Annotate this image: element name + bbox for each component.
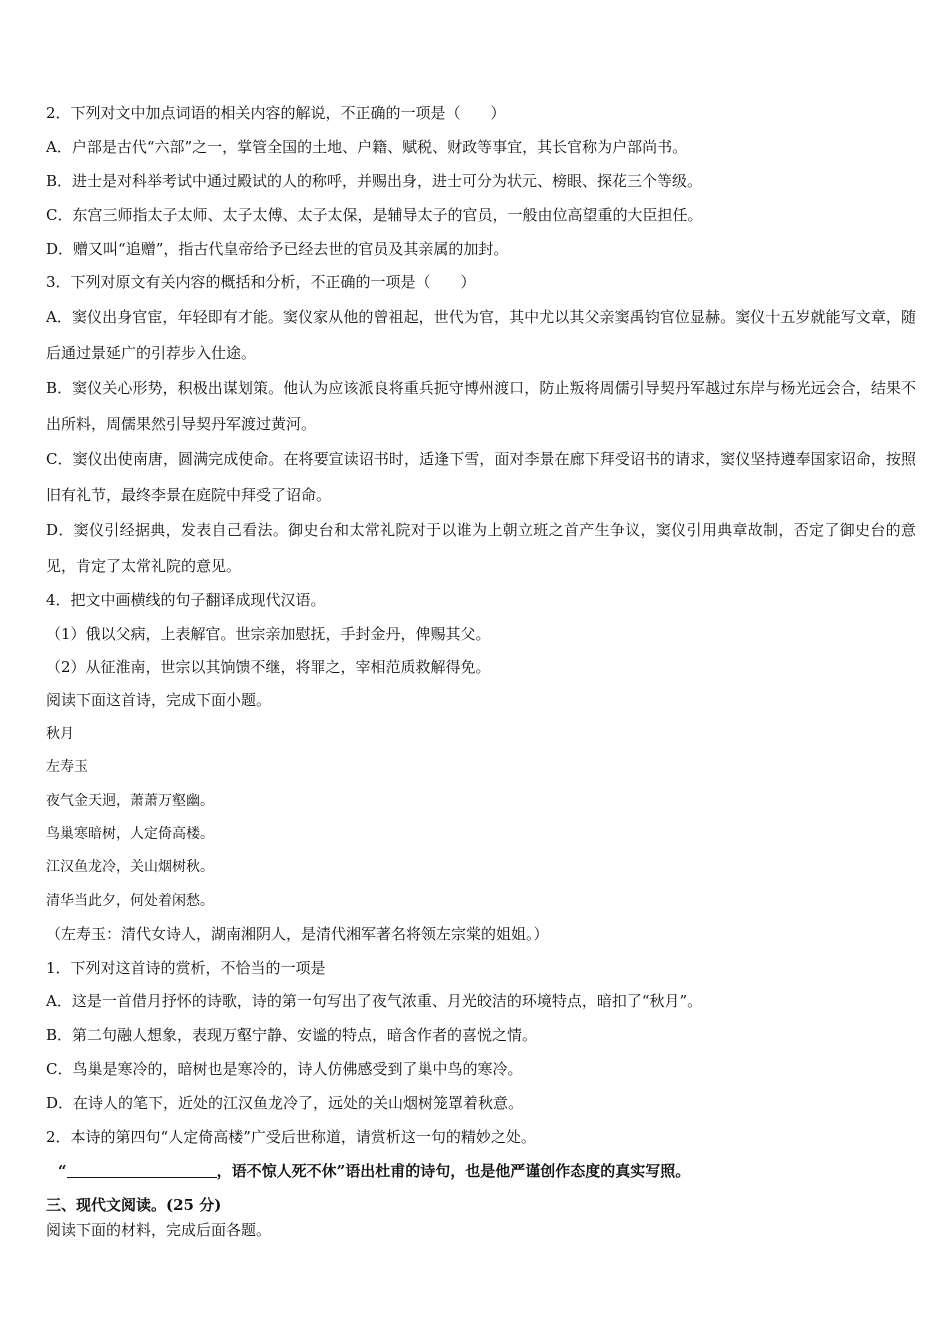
- q3-stem: 3．下列对原文有关内容的概括和分析，不正确的一项是（ ）: [46, 273, 476, 291]
- pq1-option-b: B．第二句融人想象，表现万壑宁静、安谧的特点，暗含作者的喜悦之情。: [46, 1026, 538, 1044]
- q2-stem: 2．下列对文中加点词语的相关内容的解说，不正确的一项是（ ）: [46, 104, 506, 122]
- q3-option-c: C．窦仪出使南唐，圆满完成使命。在将要宣读诏书时，适逢下雪，面对李景在廊下拜受诏书的请求，窦仪坚持遵奉国家诏命，按照旧有礼节，最终李景在庭院中拜受了诏命。: [46, 450, 916, 504]
- poem-intro: 阅读下面这首诗，完成下面小题。: [46, 691, 272, 709]
- fill-rest-text: ，语不惊人死不休”语出杜甫的诗句，也是他严谨创作态度的真实写照。: [216, 1162, 691, 1180]
- q4-sentence-2: （2）从征淮南，世宗以其饷馈不继，将罪之，宰相范质救解得免。: [46, 658, 491, 676]
- q2-option-c: C．东宫三师指太子太师、太子太傅、太子太保，是辅导太子的官员，一般由位高望重的大臣担任。: [46, 206, 703, 224]
- q4-stem: 4．把文中画横线的句子翻译成现代汉语。: [46, 591, 326, 609]
- q3-option-a: A．窦仪出身官宦，年轻即有才能。窦仪家从他的曾祖起，世代为官，其中尤以其父亲窦禹钧官位显赫。窦仪十五岁就能写文章，随后通过景延广的引荐步入仕途。: [46, 308, 916, 362]
- q4-sentence-1: （1）俄以父病，上表解官。世宗亲加慰抚，手封金丹，俾赐其父。: [46, 625, 491, 643]
- poem-line: 鸟巢寒暗树，人定倚高楼。: [46, 826, 214, 842]
- pq1-option-a: A．这是一首借月抒怀的诗歌，诗的第一句写出了夜气浓重、月光皎洁的环境特点，暗扣了“秋月”。: [46, 992, 703, 1010]
- section-3-intro: 阅读下面的材料，完成后面各题。: [46, 1221, 272, 1239]
- q2-option-d: D．赠又叫“追赠”，指古代皇帝给予已经去世的官员及其亲属的加封。: [46, 240, 509, 258]
- pq1-option-d: D．在诗人的笔下，近处的江汉鱼龙冷了，远处的关山烟树笼罩着秋意。: [46, 1094, 524, 1112]
- section-3-title: 三、现代文阅读。(25 分): [46, 1196, 222, 1214]
- q3-option-d: D．窦仪引经据典，发表自己看法。御史台和太常礼院对于以谁为上朝立班之首产生争议，窦仪引用典章故制，否定了御史台的意见，肯定了太常礼院的意见。: [46, 521, 916, 575]
- poem-line: 夜气金天迥，萧萧万壑幽。: [46, 793, 214, 809]
- poem-author: 左寿玉: [46, 759, 88, 775]
- pq1-stem: 1．下列对这首诗的赏析，不恰当的一项是: [46, 959, 326, 977]
- poet-note: （左寿玉：清代女诗人，湖南湘阴人，是清代湘军著名将领左宗棠的姐姐。）: [46, 925, 549, 943]
- pq1-option-c: C．鸟巢是寒冷的，暗树也是寒冷的，诗人仿佛感受到了巢中鸟的寒冷。: [46, 1060, 523, 1078]
- fill-open-quote: “: [58, 1162, 67, 1180]
- poem-line: 江汉鱼龙冷，关山烟树秋。: [46, 859, 214, 875]
- q2-option-a: A．户部是古代“六部”之一，掌管全国的土地、户籍、赋税、财政等事宜，其长官称为户部尚书。: [46, 138, 688, 156]
- fill-in-blank-question: [58, 1161, 928, 1181]
- poem-line: 清华当此夕，何处着闲愁。: [46, 893, 214, 909]
- poem-title: 秋月: [46, 726, 74, 742]
- pq2-stem: 2．本诗的第四句“人定倚高楼”广受后世称道，请赏析这一句的精妙之处。: [46, 1128, 536, 1146]
- q2-option-b: B．进士是对科举考试中通过殿试的人的称呼，并赐出身，进士可分为状元、榜眼、探花三个等级。: [46, 172, 703, 190]
- answer-blank[interactable]: [67, 1161, 217, 1178]
- q3-option-b: B．窦仪关心形势，积极出谋划策。他认为应该派良将重兵扼守博州渡口，防止叛将周儒引导契丹军越过东岸与杨光远会合，结果不出所料，周儒果然引导契丹军渡过黄河。: [46, 379, 916, 433]
